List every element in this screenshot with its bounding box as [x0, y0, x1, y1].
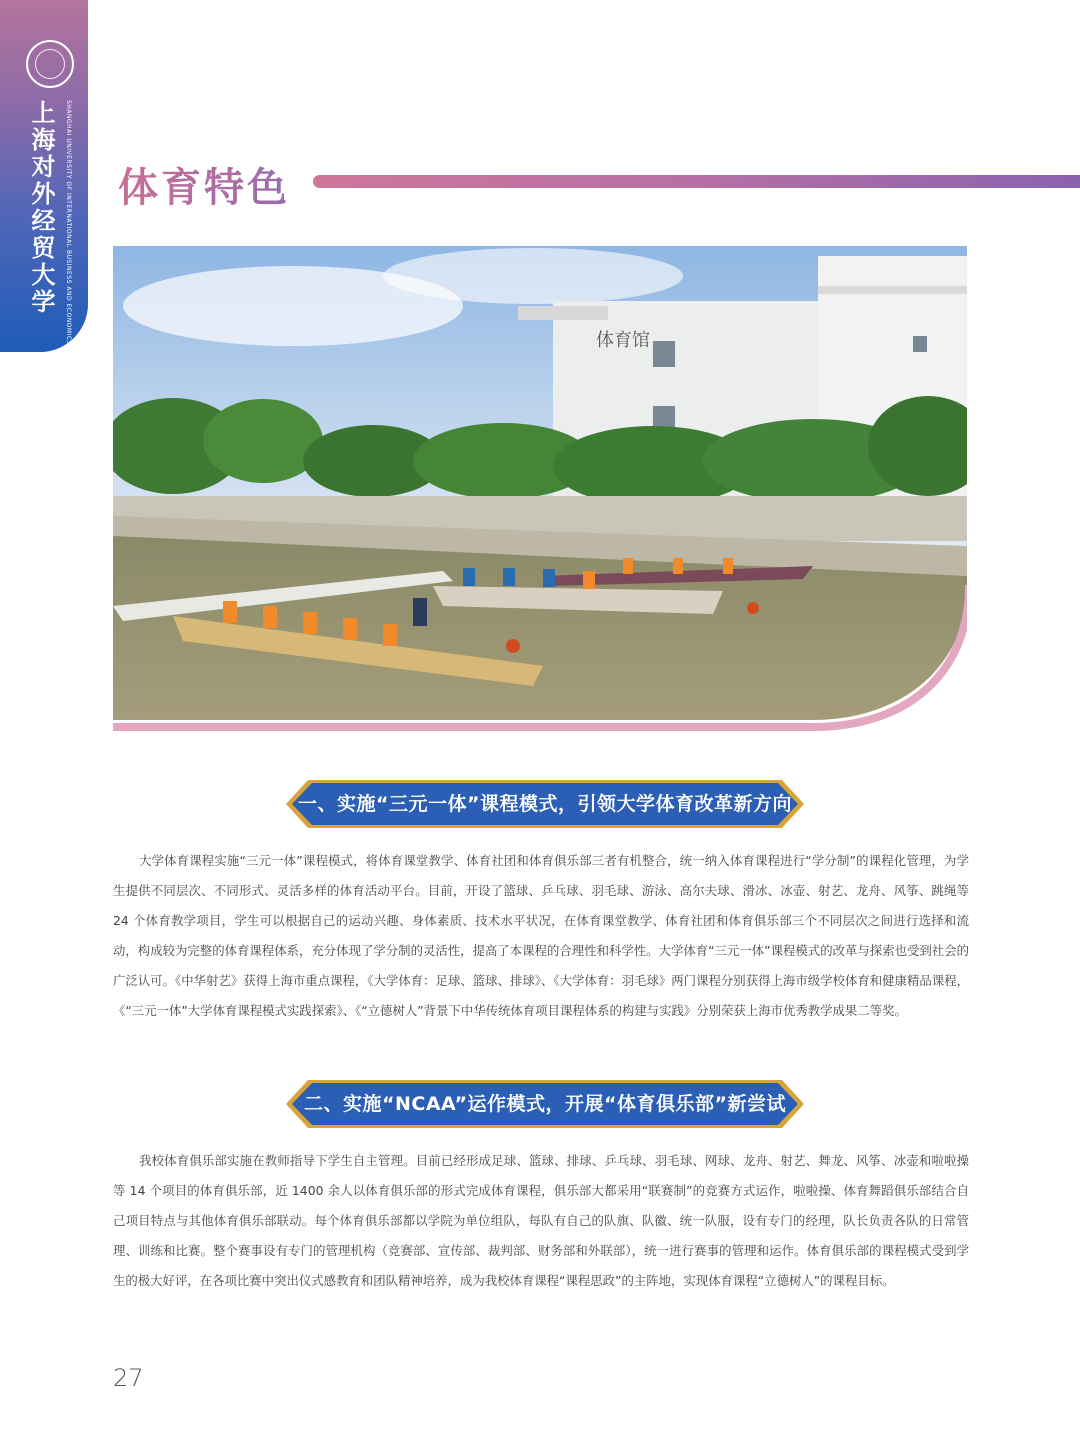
title-decorative-bar: [313, 175, 1080, 188]
sidebar-tab: [0, 0, 88, 352]
section-1-body: 大学体育课程实施“三元一体”课程模式，将体育课堂教学、体育社团和体育俱乐部三者有机整合，统一纳入体育课程进行“学分制”的课程化管理，为学生提供不同层次、不同形式、灵活多样的体育活动平台。目前，开设了篮球、乒乓球、羽毛球、游泳、高尔夫球、滑冰、冰壶、射艺、龙舟、风筝、跳绳等 24 个体育教学项目，学生可以根据自己的运动兴趣、身体素质、技术水平状况，在体育课堂教学、体育社团和体育俱乐部三个不同层次之间进行选择和流动，构成较为完整的体育课程体系，充分体现了学分制的灵活性，提高了本课程的合理性和科学性。大学体育“三元一体”课程模式的改革与探索也受到社会的广泛认可。《中华射艺》获得上海市重点课程，《大学体育：足球、篮球、排球》、《大学体育：羽毛球》两门课程分别获得上海市级学校体育和健康精品课程，《“三元一体”大学体育课程模式实践探索》、《“立德树人”背景下中华传统体育项目课程体系的构建与实践》分别荣获上海市优秀教学成果二等奖。: [113, 853, 969, 1018]
section-2-body: 我校体育俱乐部实施在教师指导下学生自主管理。目前已经形成足球、篮球、排球、乒乓球、羽毛球、网球、龙舟、射艺、舞龙、风筝、冰壶和啦啦操等 14 个项目的体育俱乐部，近 1400 余人以体育俱乐部的形式完成体育课程，俱乐部大都采用“联赛制”的竞赛方式运作，啦啦操、体育舞蹈俱乐部结合自己项目特点与其他体育俱乐部联动。每个体育俱乐部都以学院为单位组队，每队有自己的队旗、队徽、统一队服，设有专门的经理，队长负责各队的日常管理、训练和比赛。整个赛事设有专门的管理机构（竞赛部、宣传部、裁判部、财务部和外联部），统一进行赛事的管理和运作。体育俱乐部的课程模式受到学生的极大好评，在各项比赛中突出仪式感教育和团队精神培养，成为我校体育课程“课程思政”的主阵地，实现体育课程“立德树人”的课程目标。: [113, 1153, 969, 1288]
university-seal-icon: [26, 40, 74, 88]
building-sign: 体育馆: [596, 330, 650, 351]
section-1-title: 一、实施“三元一体”课程模式，引领大学体育改革新方向: [298, 793, 792, 815]
photo-corner-curve: [113, 585, 967, 735]
university-name: 上海对外经贸大学: [27, 100, 56, 316]
page-number: 27: [113, 1364, 144, 1392]
section-2-title: 二、实施“NCAA”运作模式，开展“体育俱乐部”新尝试: [304, 1093, 786, 1115]
page-title: 体育特色: [118, 156, 290, 213]
university-name-en: SHANGHAI UNIVERSITY OF INTERNATIONAL BUSINESS AND ECONOMICS: [65, 100, 72, 345]
section-2-heading: [286, 1080, 804, 1128]
section-1-heading: [286, 780, 804, 828]
